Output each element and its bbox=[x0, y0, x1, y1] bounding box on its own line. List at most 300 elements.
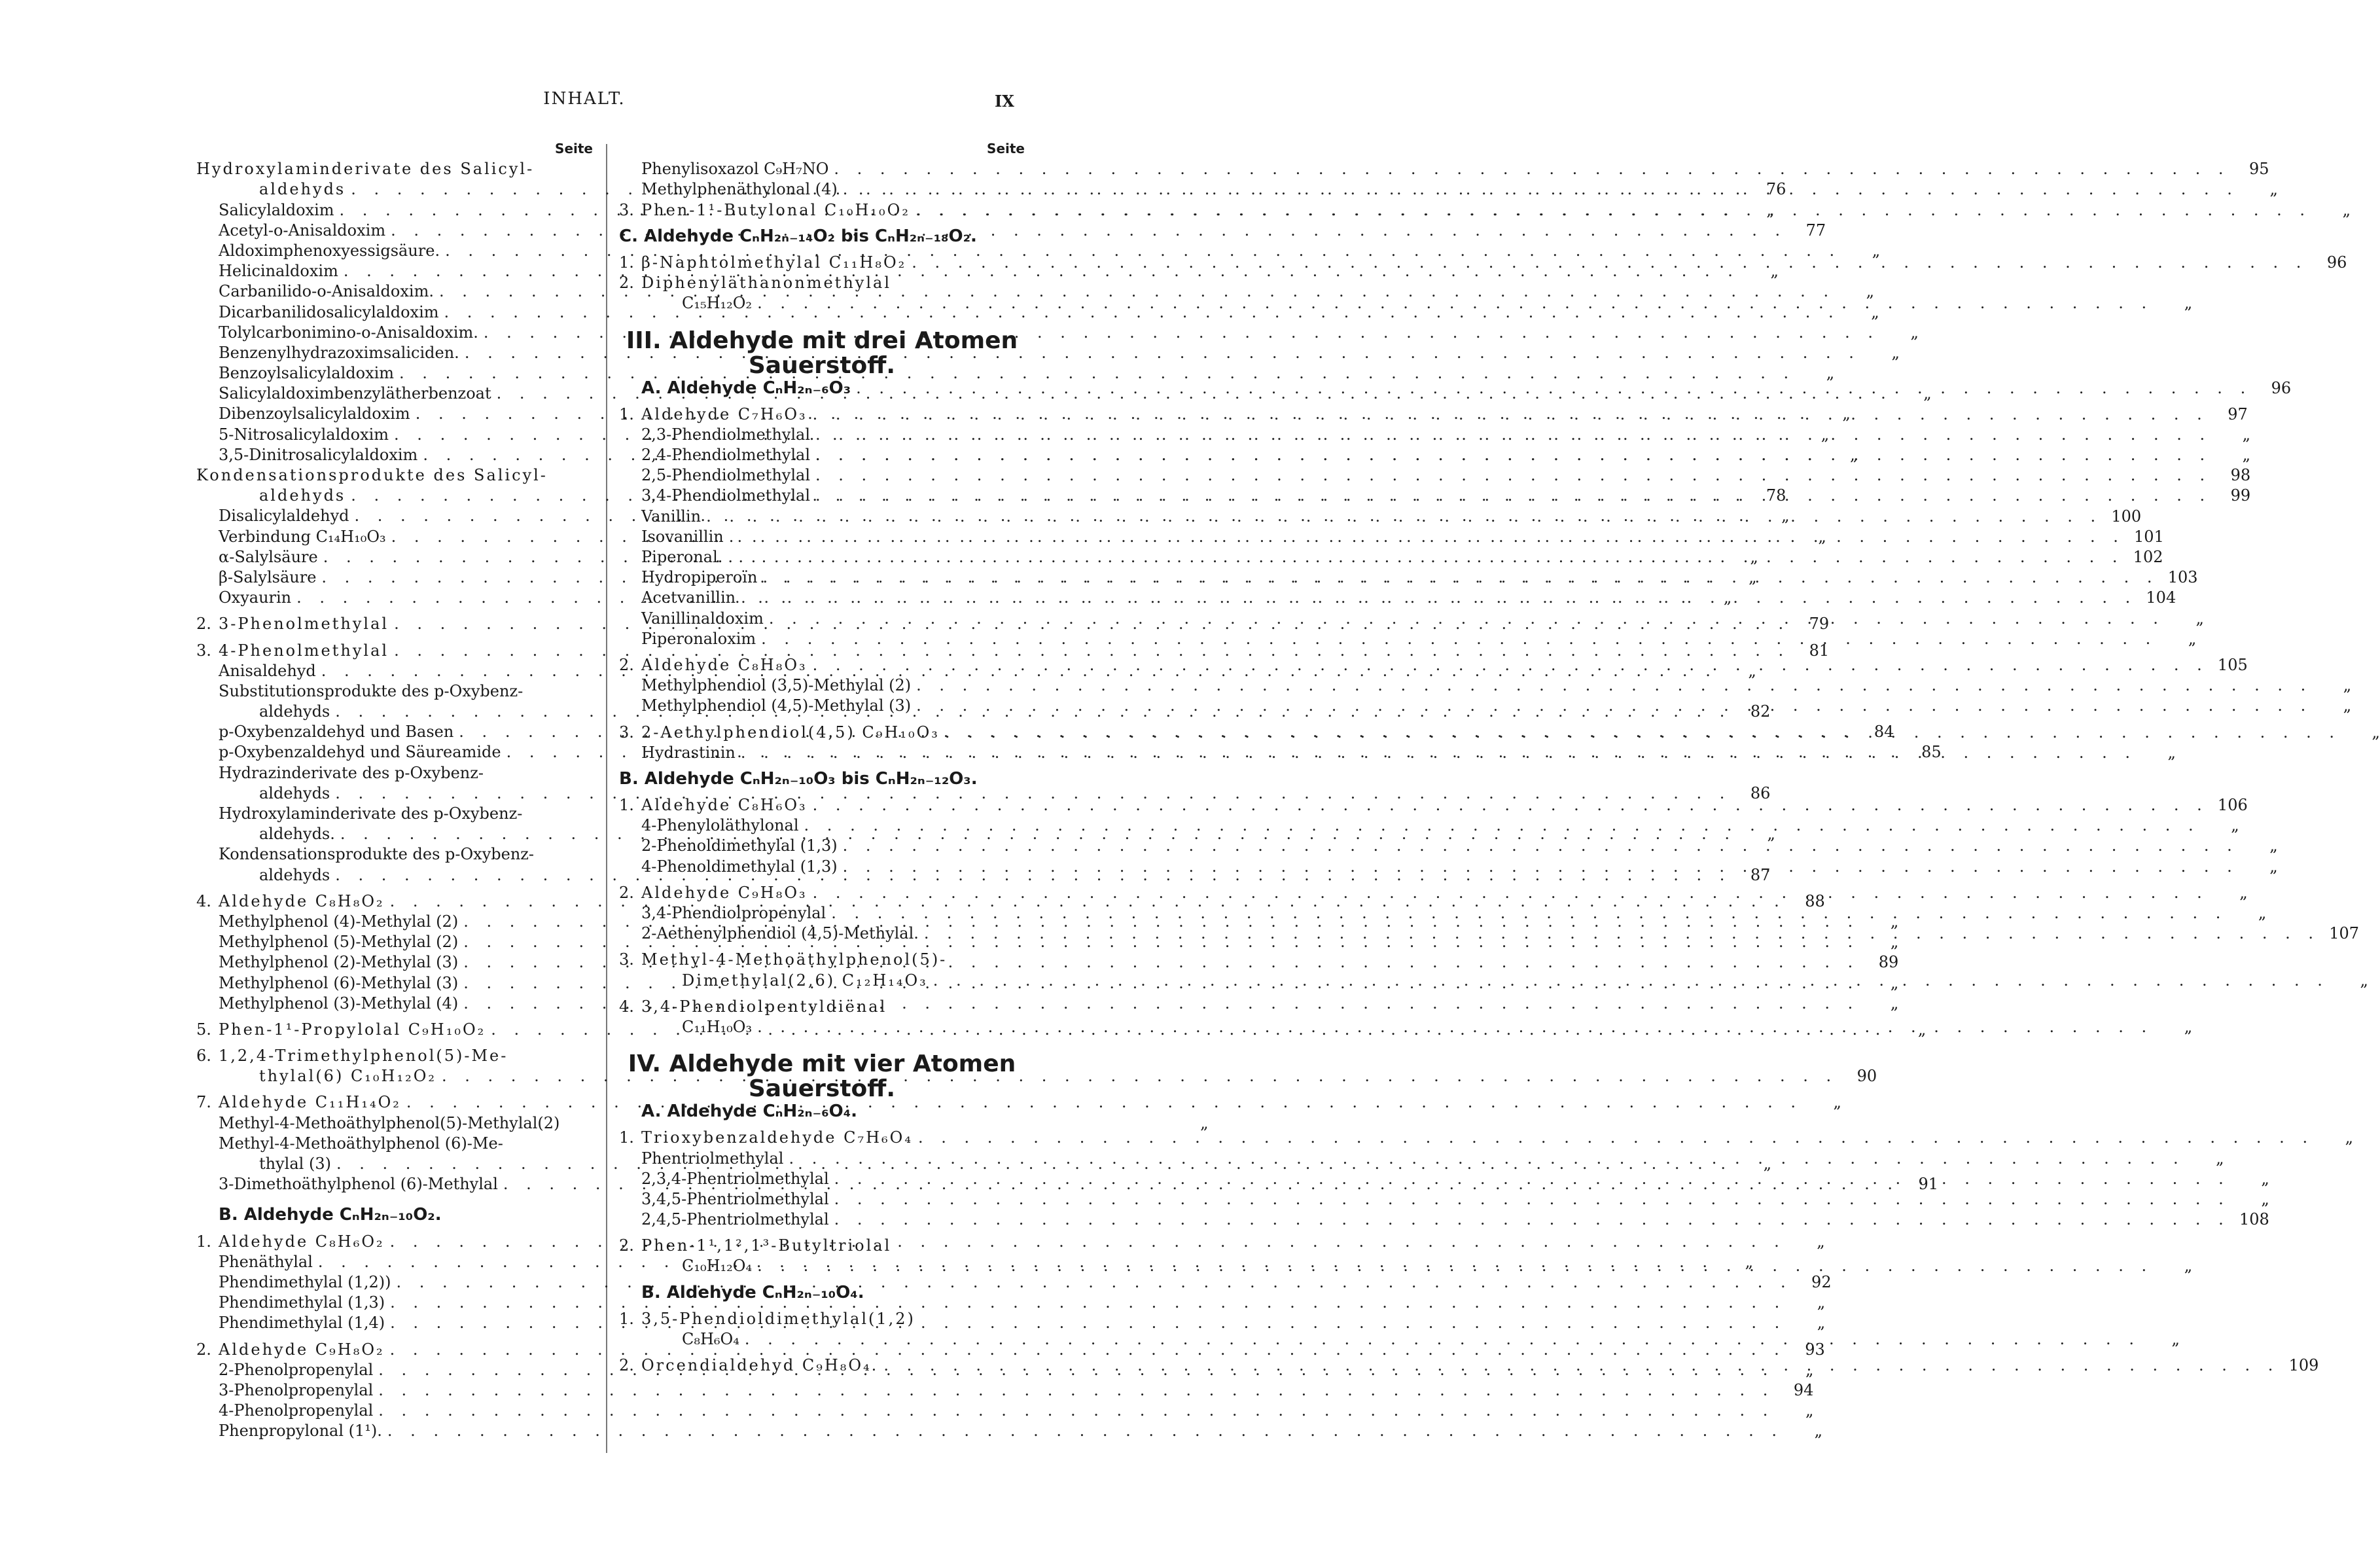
page-ref: „ bbox=[2171, 1330, 2180, 1348]
dot-leader bbox=[401, 1092, 1802, 1113]
toc-entry bbox=[619, 971, 2368, 991]
toc-entry bbox=[619, 675, 2352, 696]
entry-title: Methylphenol (6)-Methylal (3) bbox=[219, 973, 459, 992]
page-ref: 106 bbox=[2217, 796, 2248, 815]
entry-title: Aldoximphenoxyessigsäure. bbox=[219, 241, 440, 260]
page-ref: „ bbox=[1923, 384, 1932, 403]
toc-entry bbox=[619, 629, 2197, 649]
dot-leader bbox=[910, 200, 2311, 221]
page-ref: 105 bbox=[2217, 655, 2248, 674]
entry-title: Orcendialdehyd C₉H₈O₄. bbox=[641, 1356, 879, 1375]
page-ref: 107 bbox=[2329, 924, 2360, 943]
page-ref: „ bbox=[2242, 446, 2251, 465]
toc-entry bbox=[196, 343, 1900, 363]
dot-leader bbox=[736, 588, 2137, 608]
dot-leader bbox=[829, 1169, 2230, 1189]
entry-number: 2. bbox=[196, 615, 211, 634]
page-ref: „ bbox=[1750, 547, 1758, 566]
toc-entry bbox=[619, 1189, 2269, 1210]
entry-title: p-Oxybenzaldehyd und Säureamide bbox=[219, 743, 501, 762]
entry-title: 3,4,5-Phentriolmethylal bbox=[641, 1189, 829, 1208]
entry-title: 5-Nitrosalicylaldoxim bbox=[219, 425, 389, 444]
toc-entry bbox=[619, 527, 2164, 547]
page-ref: „ bbox=[1805, 1401, 1814, 1420]
toc-entry bbox=[196, 1066, 1877, 1086]
entry-title: Phen-1¹,1²,1³-Butyltriolal bbox=[641, 1236, 892, 1255]
seite-label: Seite bbox=[555, 141, 593, 156]
entry-title: Phenylisoxazol C₉H₇NO bbox=[641, 160, 829, 179]
page-ref: „ bbox=[1745, 1252, 1754, 1271]
page-ref: „ bbox=[2195, 609, 2204, 628]
entry-title: thylal (3) bbox=[259, 1155, 331, 1173]
toc-entry bbox=[619, 815, 2239, 836]
page-ref: „ bbox=[1770, 262, 1779, 281]
entry-title: 2,5-Phendiolmethylal bbox=[641, 466, 810, 485]
page-ref: „ bbox=[1826, 364, 1835, 383]
page-ref: „ bbox=[1917, 1020, 1927, 1039]
page-ref: 103 bbox=[2167, 568, 2198, 587]
page-ref: „ bbox=[1833, 1093, 1841, 1112]
page-ref: 76 bbox=[1766, 180, 1786, 199]
page-ref: „ bbox=[1910, 323, 1919, 342]
dot-leader bbox=[783, 1149, 2184, 1169]
toc-entry bbox=[619, 655, 2248, 675]
page-ref: 78 bbox=[1766, 486, 1786, 505]
entry-number: 2. bbox=[196, 1340, 211, 1359]
dot-leader bbox=[829, 1210, 2230, 1230]
entry-title: Helicinaldoxim bbox=[219, 262, 338, 281]
entry-title: 3-Dimethoäthylphenol (6)-Methylal bbox=[219, 1175, 498, 1194]
dot-leader bbox=[752, 1256, 2153, 1276]
toc-entry bbox=[619, 903, 2267, 923]
page-number: IX bbox=[995, 92, 1014, 111]
page-ref: „ bbox=[1766, 200, 1775, 219]
entry-title: Methylphenol (2)-Methylal (3) bbox=[219, 953, 459, 972]
entry-number: 1. bbox=[619, 404, 634, 423]
dot-leader bbox=[838, 836, 2239, 856]
page-ref: 104 bbox=[2146, 588, 2176, 607]
dot-leader bbox=[736, 743, 2137, 763]
entry-title: 1,2,4-Trimethylphenol(5)-Me- bbox=[219, 1047, 508, 1066]
entry-number: 4. bbox=[196, 891, 211, 910]
dot-leader bbox=[911, 675, 2312, 696]
toc-entry bbox=[196, 241, 1881, 261]
dot-leader bbox=[724, 527, 2125, 547]
section-heading-text: C. Aldehyde CₙH₂ₙ₋₁₄O₂ bis CₙH₂ₙ₋₁₈O₂. bbox=[619, 226, 977, 246]
dot-leader bbox=[799, 815, 2200, 836]
entry-title: C₁₀H₁₂O₄ bbox=[682, 1257, 753, 1276]
toc-entry bbox=[619, 1017, 2193, 1037]
dot-leader bbox=[928, 971, 2329, 991]
entry-number: 1. bbox=[619, 1309, 634, 1328]
entry-title: Phenpropylonal (1¹). bbox=[219, 1422, 382, 1441]
page-ref: 101 bbox=[2134, 527, 2164, 546]
section-heading-text: B. Aldehyde CₙH₂ₙ₋₁₀O₃ bis CₙH₂ₙ₋₁₂O₃. bbox=[619, 768, 978, 789]
entry-title: aldehyds bbox=[259, 702, 330, 721]
entry-number: 4. bbox=[619, 997, 634, 1016]
toc-entry bbox=[619, 547, 2163, 567]
running-header: INHALT. bbox=[543, 89, 626, 109]
entry-title: Aldehyde C₁₁H₁₄O₂ bbox=[219, 1093, 401, 1112]
toc-entry bbox=[196, 1401, 1814, 1421]
page-ref: 90 bbox=[1856, 1067, 1877, 1086]
page-ref: „ bbox=[1891, 343, 1900, 362]
entry-title: Phenäthylal bbox=[219, 1252, 313, 1271]
page-ref: „ bbox=[1814, 1422, 1823, 1441]
page-ref: „ bbox=[1849, 445, 1858, 464]
section-heading-text: B. Aldehyde CₙH₂ₙ₋₁₀O₂. bbox=[219, 1205, 442, 1225]
dot-leader bbox=[878, 1355, 2279, 1376]
entry-title: 2-Aethylphendiol(4,5) C₉H₁₀O₃ bbox=[641, 723, 940, 742]
dot-leader bbox=[385, 1293, 1786, 1313]
dot-leader bbox=[913, 1128, 2314, 1148]
dot-leader bbox=[757, 567, 2158, 588]
toc-entry bbox=[196, 1340, 1825, 1360]
page-ref: „ bbox=[2184, 1017, 2193, 1036]
page-ref: 85 bbox=[1921, 743, 1942, 762]
toc-entry bbox=[619, 445, 2251, 465]
page-ref: „ bbox=[1866, 282, 1875, 301]
entry-title: Isovanillin bbox=[641, 527, 724, 546]
page-ref: „ bbox=[1817, 1314, 1826, 1333]
entry-title: 3,5-Dinitrosalicylaldoxim bbox=[219, 445, 418, 464]
page-ref: 108 bbox=[2239, 1210, 2269, 1229]
entry-title: Disalicylaldehyd bbox=[219, 507, 349, 526]
entry-number: 2. bbox=[619, 883, 634, 902]
entry-title: Methylphenol (3)-Methylal (4) bbox=[219, 994, 459, 1012]
entry-title: Acetyl-o-Anisaldoxim bbox=[219, 221, 386, 240]
dot-leader bbox=[808, 883, 2209, 903]
entry-title: Verbindung C₁₄H₁₀O₃ bbox=[219, 527, 386, 546]
section-heading: Sauerstoff. bbox=[748, 1075, 896, 1103]
page-ref: „ bbox=[1763, 1155, 1772, 1173]
section-heading bbox=[619, 769, 1025, 789]
entry-number: 3. bbox=[619, 200, 634, 219]
dot-leader bbox=[911, 696, 2312, 716]
entry-number: 5. bbox=[196, 1020, 211, 1039]
toc-entry bbox=[196, 1380, 1814, 1401]
page-ref: „ bbox=[2231, 816, 2239, 835]
dot-leader bbox=[919, 923, 2320, 944]
page-ref: 96 bbox=[2271, 378, 2292, 397]
page-ref: „ bbox=[2345, 1128, 2354, 1147]
page-ref: 92 bbox=[1811, 1272, 1832, 1291]
page-ref: 84 bbox=[1874, 723, 1894, 742]
dot-leader bbox=[808, 795, 2209, 815]
entry-title: 4-Phenolmethylal bbox=[219, 641, 389, 660]
page-ref: „ bbox=[1890, 994, 1899, 1012]
toc-entry bbox=[619, 293, 2193, 314]
entry-title: aldehyds bbox=[259, 865, 330, 884]
entry-number: 2. bbox=[619, 1356, 634, 1375]
toc-entry bbox=[196, 783, 1771, 804]
toc-entry bbox=[619, 465, 2251, 486]
dot-leader bbox=[808, 404, 2209, 425]
entry-title: 4-Phenyloläthylonal bbox=[641, 816, 799, 835]
entry-title: Methyl-4-Methoäthylphenol(5)- bbox=[641, 950, 948, 969]
toc-entry bbox=[196, 804, 593, 824]
section-heading bbox=[196, 1205, 593, 1225]
section-heading bbox=[619, 226, 1025, 247]
entry-title: Phendimethylal (1,3) bbox=[219, 1293, 385, 1312]
toc-entry bbox=[619, 200, 2351, 221]
page-ref: „ bbox=[2343, 696, 2352, 715]
entry-number: 7. bbox=[196, 1093, 211, 1112]
dot-leader bbox=[764, 609, 2165, 629]
entry-title: Anisaldehyd bbox=[219, 661, 316, 680]
entry-title: Dibenzoylsalicylaldoxim bbox=[219, 404, 410, 423]
entry-title: 3,5-Phendioldimethylal(1,2) bbox=[641, 1309, 915, 1328]
toc-entry bbox=[619, 1149, 2224, 1169]
dot-leader bbox=[722, 547, 2123, 567]
page-ref: „ bbox=[2343, 676, 2352, 695]
page-ref: „ bbox=[1821, 425, 1830, 444]
page-ref: „ bbox=[1723, 588, 1732, 607]
page-ref: „ bbox=[1749, 567, 1757, 586]
toc-entry bbox=[196, 1293, 1826, 1313]
toc-entry bbox=[619, 1128, 2354, 1148]
page-ref: „ bbox=[1817, 1232, 1825, 1251]
entry-title: Aldehyde C₉H₈O₃ bbox=[641, 883, 808, 902]
page-ref: „ bbox=[1890, 912, 1899, 931]
entry-title: β-Salylsäure bbox=[219, 567, 317, 586]
entry-title: 2,4,5-Phentriolmethylal bbox=[641, 1210, 829, 1229]
entry-title: Hydrazinderivate des p-Oxybenz- bbox=[219, 763, 484, 782]
page-ref: „ bbox=[1890, 933, 1899, 952]
page-ref: „ bbox=[1872, 241, 1881, 260]
page-ref: 87 bbox=[1750, 865, 1771, 884]
entry-title: Hydroxylaminderivate des p-Oxybenz- bbox=[219, 804, 523, 823]
toc-entry bbox=[196, 1113, 1209, 1134]
dot-leader bbox=[752, 1017, 2153, 1037]
entry-number: 2. bbox=[619, 655, 634, 674]
dot-leader bbox=[373, 1380, 1774, 1401]
entry-title: Hydroxylaminderivate des Salicyl- bbox=[196, 160, 535, 179]
page-ref: 93 bbox=[1805, 1340, 1825, 1359]
page-ref: 79 bbox=[1809, 615, 1830, 634]
entry-number: 2. bbox=[619, 274, 634, 293]
entry-number: 3. bbox=[619, 723, 634, 742]
entry-title: Piperonaloxim bbox=[641, 629, 756, 648]
page-ref: 77 bbox=[1805, 221, 1826, 240]
page-ref: 89 bbox=[1878, 953, 1899, 972]
dot-leader bbox=[808, 655, 2209, 675]
page-ref: 99 bbox=[2230, 486, 2251, 505]
toc-entry bbox=[619, 1236, 1025, 1256]
page-ref: 91 bbox=[1918, 1175, 1938, 1194]
entry-title: 3,4-Phendiolpropenylal bbox=[641, 904, 826, 922]
page-ref: 86 bbox=[1750, 783, 1771, 802]
entry-title: Piperonal. bbox=[641, 548, 723, 566]
page-ref: „ bbox=[1890, 973, 1899, 992]
dot-leader bbox=[739, 1329, 2140, 1350]
page-ref: 94 bbox=[1793, 1380, 1814, 1399]
entry-title: Carbanilido-o-Anisaldoxim. bbox=[219, 282, 434, 301]
toc-entry bbox=[619, 1309, 1025, 1329]
entry-title: Hydropiperoïn bbox=[641, 568, 758, 587]
page-ref: 102 bbox=[2133, 548, 2163, 566]
toc-entry bbox=[196, 159, 593, 179]
page-ref: 88 bbox=[1805, 891, 1825, 910]
page-ref: „ bbox=[1817, 1293, 1826, 1312]
dot-leader bbox=[373, 1401, 1774, 1421]
entry-title: thylal(6) C₁₀H₁₂O₂ bbox=[259, 1067, 437, 1086]
entry-title: Methylphenäthylonal (4) bbox=[641, 180, 838, 199]
entry-number: 3. bbox=[196, 641, 211, 660]
dot-leader bbox=[756, 629, 2157, 649]
toc-entry bbox=[619, 159, 2269, 179]
entry-number: 1. bbox=[619, 796, 634, 815]
page-ref: „ bbox=[1200, 1113, 1209, 1132]
toc-entry bbox=[619, 923, 2360, 944]
page-ref: „ bbox=[1842, 404, 1851, 423]
section-heading-text: A. Aldehyde CₙH₂ₙ₋₆O₃ bbox=[641, 378, 851, 398]
entry-title: aldehyds bbox=[259, 180, 346, 199]
page-ref: „ bbox=[2371, 723, 2380, 742]
entry-title: C₁₅H₁₂O₂ bbox=[682, 294, 753, 313]
toc-entry bbox=[619, 795, 2248, 815]
toc-entry bbox=[619, 836, 2278, 856]
toc-entry bbox=[619, 588, 2176, 608]
dot-leader bbox=[382, 1421, 1783, 1441]
entry-title: 3,4-Phendiolpentyldiënal bbox=[641, 997, 887, 1016]
page-ref: „ bbox=[2269, 180, 2278, 199]
dot-leader bbox=[385, 221, 1786, 241]
dot-leader bbox=[826, 903, 2227, 923]
section-heading-text: A. Aldehyde CₙH₂ₙ₋₆O₄. bbox=[641, 1102, 857, 1122]
entry-title: Benzoylsalicylaldoxim bbox=[219, 364, 395, 383]
entry-title: 3-Phenolmethylal bbox=[219, 615, 389, 634]
section-heading: IV. Aldehyde mit vier Atomen bbox=[628, 1050, 1016, 1078]
entry-title: Benzenylhydrazoximsaliciden. bbox=[219, 343, 459, 362]
entry-title: β-Naphtolmethylal C₁₁H₈O₂ bbox=[641, 253, 907, 272]
entry-title: Acetvanillin bbox=[641, 588, 736, 607]
entry-title: Vanillin bbox=[641, 507, 702, 526]
dot-leader bbox=[838, 179, 2239, 200]
entry-title: Substitutionsprodukte des p-Oxybenz- bbox=[219, 681, 524, 700]
toc-entry bbox=[619, 425, 2251, 445]
toc-entry bbox=[196, 763, 593, 783]
dot-leader bbox=[940, 723, 2341, 743]
toc-entry bbox=[619, 1355, 2319, 1376]
entry-title: Methylphenol (4)-Methylal (2) bbox=[219, 912, 459, 931]
toc-entry bbox=[619, 997, 1025, 1017]
entry-number: 3. bbox=[619, 950, 634, 969]
seite-label: Seite bbox=[987, 141, 1025, 156]
page-ref: „ bbox=[1871, 302, 1879, 321]
entry-title: 2,3-Phendiolmethylal bbox=[641, 425, 810, 444]
section-heading bbox=[619, 378, 2292, 399]
page-ref: „ bbox=[2184, 1257, 2193, 1276]
page-ref: 95 bbox=[2248, 160, 2269, 179]
dot-leader bbox=[701, 507, 2102, 527]
section-heading bbox=[619, 1283, 1025, 1303]
entry-title: Phendimethylal (1,2)) bbox=[219, 1272, 391, 1291]
entry-title: C₁₁H₁₀O₃ bbox=[682, 1017, 753, 1036]
entry-title: Aldehyde C₈H₆O₃ bbox=[641, 796, 808, 815]
section-heading: III. Aldehyde mit drei Atomen bbox=[626, 327, 1018, 354]
entry-title: Aldehyde C₈H₆O₂ bbox=[219, 1232, 385, 1251]
entry-title: Oxyaurin bbox=[219, 588, 292, 607]
entry-title: Dimethylal(2,6) C₁₂H₁₄O₃ bbox=[682, 971, 928, 990]
entry-title: 4-Phenolpropenylal bbox=[219, 1401, 374, 1420]
entry-title: Aldehyde C₉H₈O₂ bbox=[219, 1340, 385, 1359]
entry-title: Vanillinaldoxim bbox=[641, 609, 764, 628]
entry-title: aldehyds bbox=[259, 486, 346, 505]
page-ref: „ bbox=[2258, 904, 2267, 922]
entry-title: Methyl-4-Methoäthylphenol (6)-Me- bbox=[219, 1134, 503, 1153]
entry-number: 1. bbox=[619, 1128, 634, 1147]
section-heading-text: B. Aldehyde CₙH₂ₙ₋₁₀O₄. bbox=[641, 1282, 864, 1302]
entry-title: Hydrastinin bbox=[641, 743, 736, 762]
page-ref: „ bbox=[1805, 1360, 1814, 1379]
entry-title: Phen-1¹-Propylolal C₉H₁₀O₂ bbox=[219, 1020, 486, 1039]
dot-leader bbox=[385, 1232, 1786, 1252]
dot-leader bbox=[851, 378, 2252, 399]
toc-entry bbox=[196, 1421, 1823, 1441]
entry-title: aldehyds. bbox=[259, 825, 335, 844]
entry-title: aldehyds bbox=[259, 783, 330, 802]
entry-title: C₈H₆O₄ bbox=[682, 1330, 739, 1348]
entry-title: 2-Phenolpropenylal bbox=[219, 1360, 374, 1379]
toc-entry bbox=[619, 253, 2347, 273]
toc-entry bbox=[196, 465, 593, 486]
entry-title: Phen-1¹-Butylonal C₁₀H₁₀O₂ bbox=[641, 200, 910, 219]
toc-entry bbox=[196, 1134, 593, 1154]
entry-number: 1. bbox=[619, 253, 634, 272]
page-ref: 98 bbox=[2230, 466, 2251, 485]
dot-leader bbox=[829, 1189, 2230, 1210]
page-ref: „ bbox=[2239, 883, 2248, 902]
toc-entry bbox=[619, 273, 1025, 293]
entry-title: 3,4-Phendiolmethylal bbox=[641, 486, 810, 505]
entry-title: Methylphendiol (3,5)-Methylal (2) bbox=[641, 676, 912, 695]
page-ref: „ bbox=[2342, 200, 2351, 219]
entry-title: Dicarbanilidosalicylaldoxim bbox=[219, 302, 439, 321]
entry-title: Aldehyde C₈H₈O₃ bbox=[641, 655, 808, 674]
page-ref: „ bbox=[2188, 629, 2197, 648]
page-ref: „ bbox=[1748, 661, 1756, 680]
page-ref: 97 bbox=[2228, 404, 2248, 423]
entry-title: 2,3,4-Phentriolmethylal bbox=[641, 1169, 829, 1188]
page-ref: „ bbox=[1767, 825, 1775, 844]
entry-title: Phendimethylal (1,4) bbox=[219, 1314, 385, 1333]
dot-leader bbox=[810, 465, 2211, 486]
page-ref: „ bbox=[1818, 527, 1826, 546]
entry-title: Trioxybenzaldehyde C₇H₆O₄ bbox=[641, 1128, 913, 1147]
page-ref: 82 bbox=[1750, 702, 1771, 721]
entry-number: 1. bbox=[196, 1232, 211, 1251]
page-ref: 81 bbox=[1809, 641, 1830, 660]
toc-entry bbox=[196, 681, 593, 702]
page-ref: „ bbox=[2261, 1169, 2269, 1188]
entry-title: Phentriolmethylal bbox=[641, 1149, 784, 1168]
page-ref: „ bbox=[2216, 1149, 2224, 1168]
toc-entry bbox=[619, 950, 1025, 970]
dot-leader bbox=[838, 857, 2239, 877]
entry-title: Methylphendiol (4,5)-Methylal (3) bbox=[641, 696, 912, 715]
page-ref: „ bbox=[2269, 857, 2278, 876]
entry-title: Salicylaldoximbenzylätherbenzoat bbox=[219, 384, 491, 403]
entry-title: Aldehyde C₈H₈O₂ bbox=[219, 891, 385, 910]
toc-entry bbox=[196, 641, 1830, 661]
entry-title: Salicylaldoxim bbox=[219, 200, 334, 219]
entry-title: 2,4-Phendiolmethylal bbox=[641, 446, 810, 465]
toc-entry bbox=[619, 404, 2248, 425]
entry-title: Kondensationsprodukte des Salicyl- bbox=[196, 466, 548, 484]
page-ref: 96 bbox=[2326, 253, 2347, 272]
entry-title: Diphenyläthanonmethylal bbox=[641, 274, 891, 293]
